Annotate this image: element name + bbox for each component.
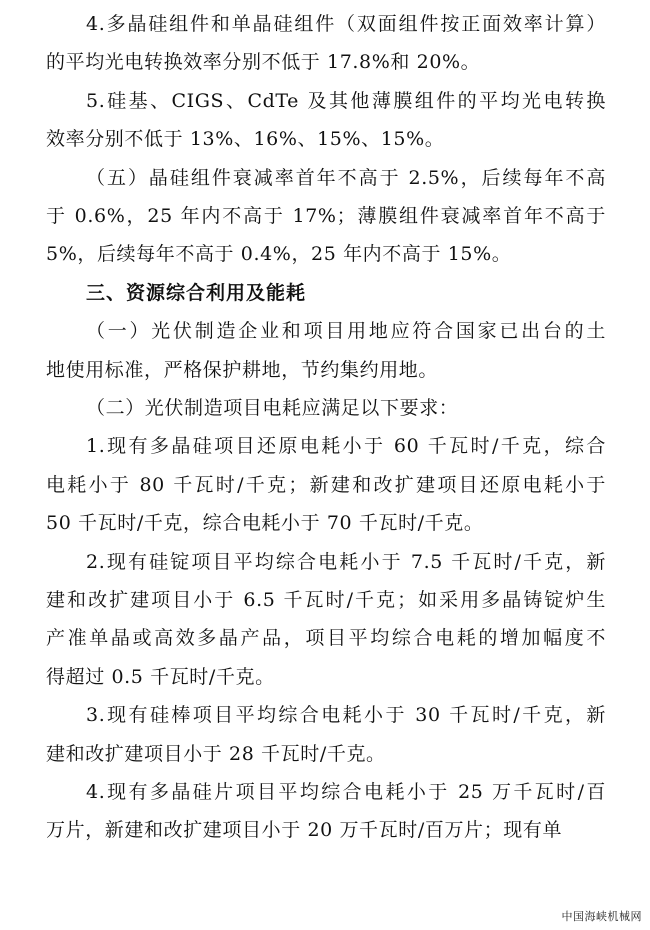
document-line: 4.现有多晶硅片项目平均综合电耗小于 25 万千瓦时/百 <box>86 781 606 803</box>
document-line: 的平均光电转换效率分别不低于 17.8%和 20%。 <box>46 51 481 73</box>
document-line: 建和改扩建项目小于 28 千瓦时/千克。 <box>46 743 386 765</box>
document-line: （一）光伏制造企业和项目用地应符合国家已出台的土 <box>86 320 606 342</box>
document-line: 效率分别不低于 13%、16%、15%、15%。 <box>46 128 445 150</box>
document-line: （五）晶硅组件衰减率首年不高于 2.5%，后续每年不高 <box>86 167 606 189</box>
document-line: （二）光伏制造项目电耗应满足以下要求： <box>86 397 459 419</box>
document-line: 2.现有硅锭项目平均综合电耗小于 7.5 千瓦时/千克，新 <box>86 551 606 573</box>
document-line: 得超过 0.5 千瓦时/千克。 <box>46 666 275 688</box>
document-line: 50 千瓦时/千克，综合电耗小于 70 千瓦时/千克。 <box>46 512 484 534</box>
document-line: 5%，后续每年不高于 0.4%，25 年内不高于 15%。 <box>46 243 512 265</box>
document-line: 3.现有硅棒项目平均综合电耗小于 30 千瓦时/千克，新 <box>86 704 606 726</box>
section-heading: 三、资源综合利用及能耗 <box>86 282 307 304</box>
document-line: 4.多晶硅组件和单晶硅组件（双面组件按正面效率计算） <box>86 13 606 35</box>
document-line: 5.硅基、CIGS、CdTe 及其他薄膜组件的平均光电转换 <box>86 90 606 112</box>
watermark-text: 中国海峡机械网 <box>561 910 642 923</box>
document-line: 万片，新建和改扩建项目小于 20 万千瓦时/百万片；现有单 <box>46 819 563 841</box>
document-line: 1.现有多晶硅项目还原电耗小于 60 千瓦时/千克，综合 <box>86 435 606 457</box>
document-line: 建和改扩建项目小于 6.5 千瓦时/千克；如采用多晶铸锭炉生 <box>46 589 606 611</box>
document-line: 产准单晶或高效多晶产品，项目平均综合电耗的增加幅度不 <box>46 627 606 649</box>
document-line: 于 0.6%，25 年内不高于 17%；薄膜组件衰减率首年不高于 <box>46 205 606 227</box>
document-line: 地使用标准，严格保护耕地，节约集约用地。 <box>46 359 439 381</box>
document-line: 电耗小于 80 千瓦时/千克；新建和改扩建项目还原电耗小于 <box>46 474 606 496</box>
